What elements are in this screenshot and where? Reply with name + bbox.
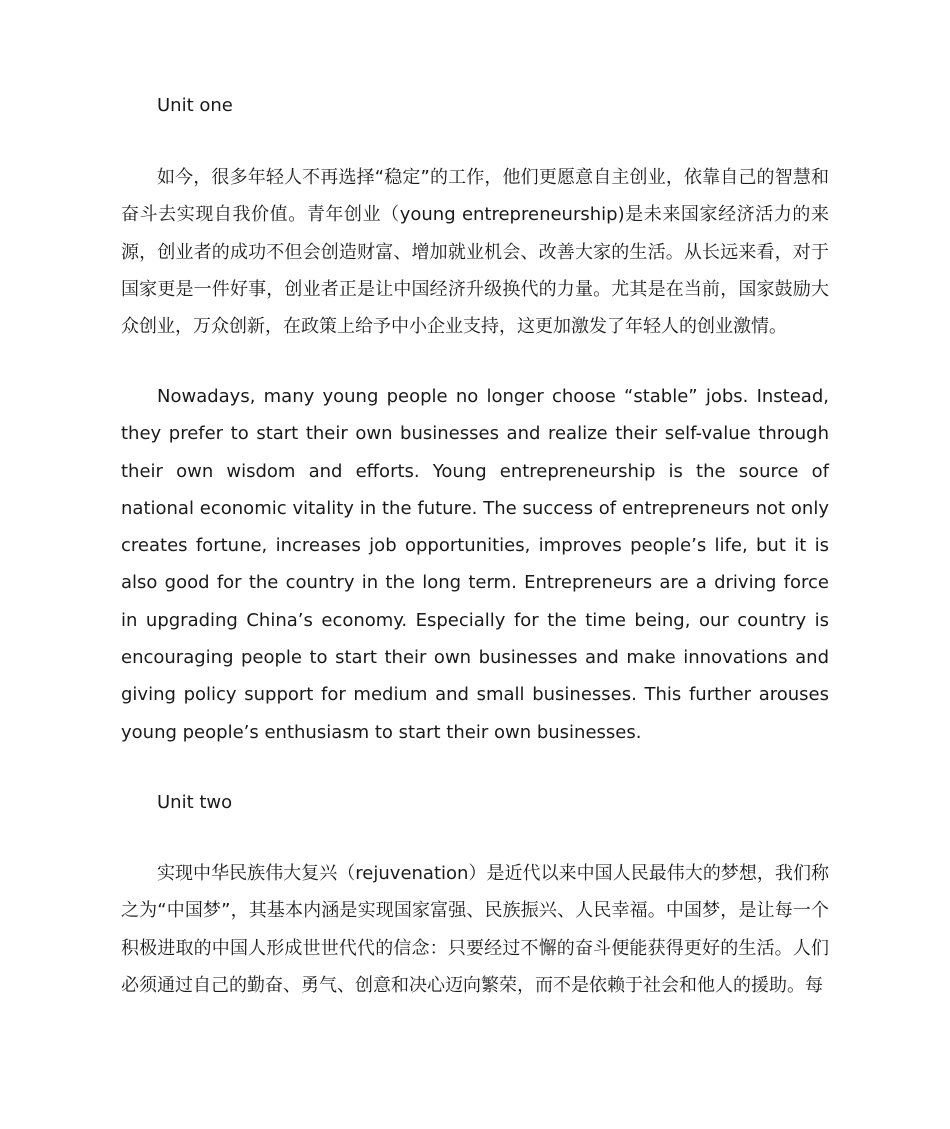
unit-one-chinese-paragraph: 如今，很多年轻人不再选择“稳定”的工作，他们更愿意自主创业，依靠自己的智慧和奋斗去实现自我价值。青年创业（young entrepreneurship)是未来国家经济活力的来源，创业者的成功不但会创造财富、增加就业机会、改善大家的生活。从长远来看，对于国家更是一件好事，创业者正是让中国经济升级换代的力量。尤其是在当前，国家鼓励大众创业，万众创新，在政策上给予中小企业支持，这更加激发了年轻人的创业激情。 (121, 167, 829, 338)
unit-one-english-paragraph: Nowadays, many young people no longer choose “stable” jobs. Instead, they prefer to start their own businesses and realize their self-value through their own wisdom and efforts. Young entrepreneurship is the source of national economic vitality in the future. The success of entrepreneurs not only creates fortune, increases job opportunities, improves people’s life, but it is also good for the country in the long term. Entrepreneurs are a driving force in upgrading China’s economy. Especially for the time being, our country is encouraging people to start their own businesses and make innovations and giving policy support for medium and small businesses. This further arouses young people’s enthusiasm to start their own businesses. (121, 386, 829, 743)
unit-two-heading: Unit two (157, 792, 233, 813)
unit-one-heading: Unit one (157, 95, 233, 116)
unit-two-chinese-paragraph: 实现中华民族伟大复兴（rejuvenation）是近代以来中国人民最伟大的梦想，我们称之为“中国梦”，其基本内涵是实现国家富强、民族振兴、人民幸福。中国梦，是让每一个积极进取的中国人形成世世代代的信念：只要经过不懈的奋斗便能获得更好的生活。人们必须通过自己的勤奋、勇气、创意和决心迈向繁荣，而不是依赖于社会和他人的援助。每 (121, 863, 829, 996)
